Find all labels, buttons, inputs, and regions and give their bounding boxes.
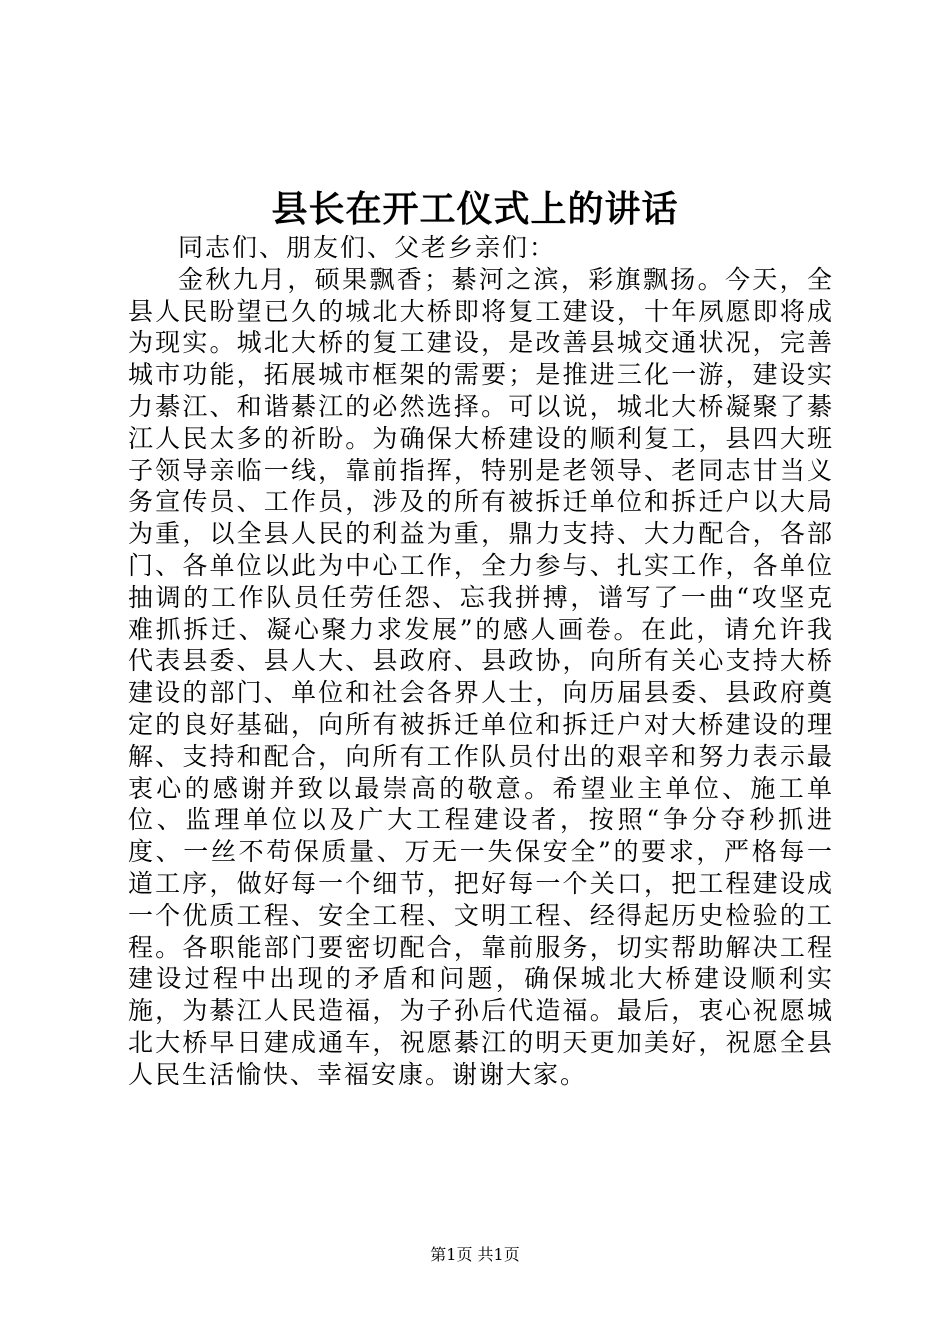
document-body bbox=[128, 232, 834, 1091]
page-footer: 第1页 共1页 bbox=[430, 1245, 520, 1264]
document-title: 县长在开工仪式上的讲话 bbox=[271, 188, 679, 230]
greeting-paragraph: 同志们、朋友们、父老乡亲们： bbox=[178, 233, 557, 262]
speech-paragraph: 金秋九月，硕果飘香；綦河之滨，彩旗飘扬。今天，全县人民盼望已久的城北大桥即将复工建设，十年夙愿即将成为现实。城北大桥的复工建设，是改善县城交通状况，完善城市功能，拓展城市框架的需要；是推进三化一游，建设实力綦江、和谐綦江的必然选择。可以说，城北大桥凝聚了綦江人民太多的祈盼。为确保大桥建设的顺利复工，县四大班子领导亲临一线，靠前指挥，特别是老领导、老同志甘当义务宣传员、工作员，涉及的所有被拆迁单位和拆迁户以大局为重，以全县人民的利益为重，鼎力支持、大力配合，各部门、各单位以此为中心工作，全力参与、扎实工作，各单位抽调的工作队员任劳任怨、忘我拼搏，谱写了一曲“攻坚克难抓拆迁、凝心聚力求发展”的感人画卷。在此，请允许我代表县委、县人大、县政府、县政协，向所有关心支持大桥建设的部门、单位和社会各界人士，向历届县委、县政府奠定的良好基础，向所有被拆迁单位和拆迁户对大桥建设的理解、支持和配合，向所有工作队员付出的艰辛和努力表示最衷心的感谢并致以最崇高的敬意。希望业主单位、施工单位、监理单位以及广大工程建设者，按照“争分夺秒抓进度、一丝不苟保质量、万无一失保安全”的要求，严格每一道工序，做好每一个细节，把好每一个关口，把工程建设成一个优质工程、安全工程、文明工程、经得起历史检验的工程。各职能部门要密切配合，靠前服务，切实帮助解决工程建设过程中出现的矛盾和问题，确保城北大桥建设顺利实施，为綦江人民造福，为子孙后代造福。最后，衷心祝愿城北大桥早日建成通车，祝愿綦江的明天更加美好，祝愿全县人民生活愉快、幸福安康。谢谢大家。 bbox=[128, 264, 834, 1089]
